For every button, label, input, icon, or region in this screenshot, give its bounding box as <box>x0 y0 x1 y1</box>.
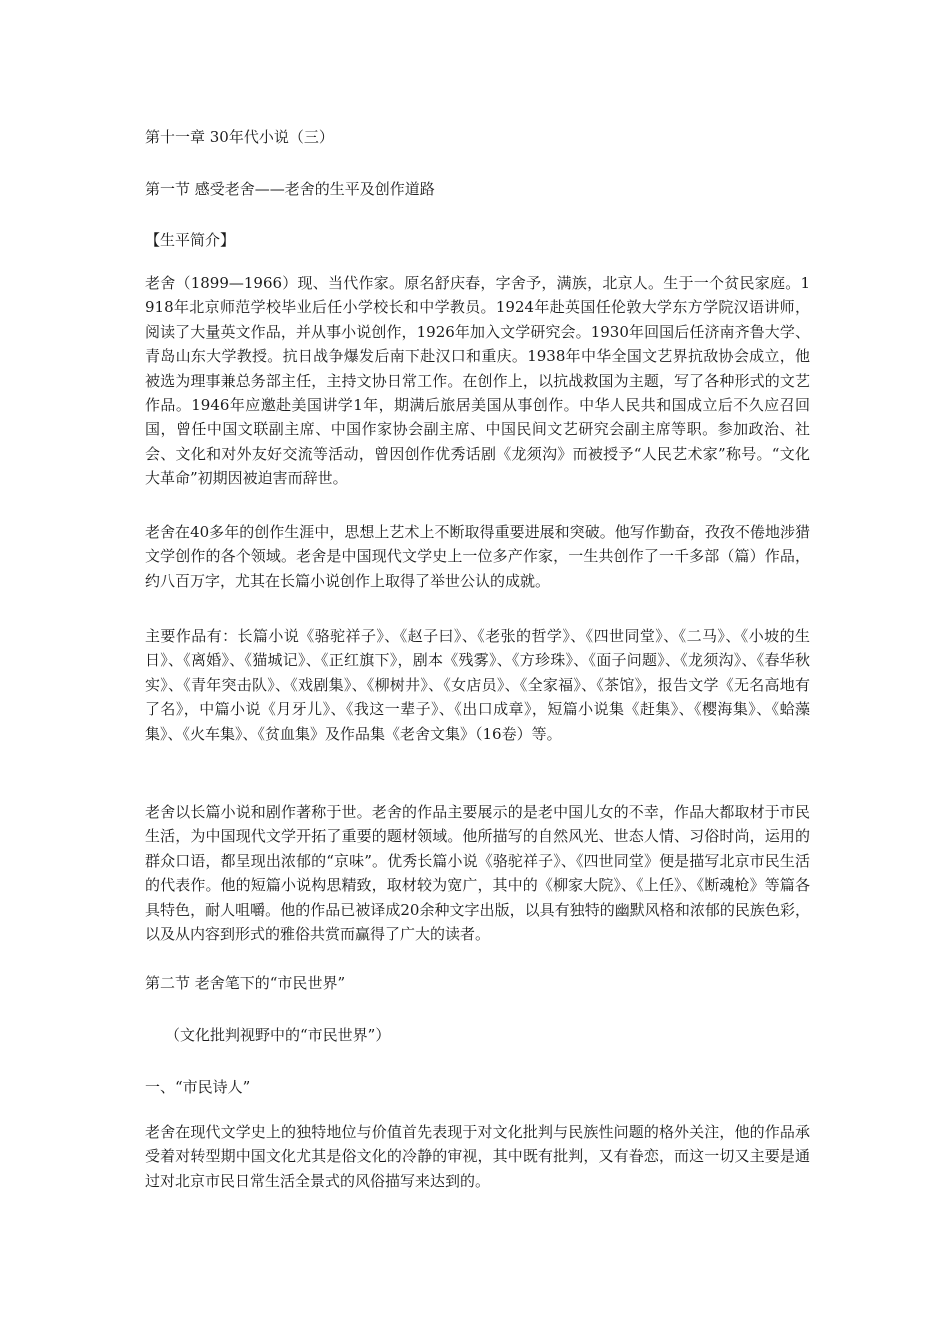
chapter-title: 第十一章 30年代小说（三） <box>145 128 334 146</box>
style-paragraph: 老舍以长篇小说和剧作著称于世。老舍的作品主要展示的是老中国儿女的不幸，作品大都取材于市民生活，为中国现代文学开拓了重要的题材领域。他所描写的自然风光、世态人情、习俗时尚，运用的群众口语，都呈现出浓郁的“京味”。优秀长篇小说《骆驼祥子》、《四世同堂》便是描写北京市民生活的代表作。他的短篇小说构思精致，取材较为宽广，其中的《柳家大院》、《上任》、《断魂枪》等篇各具特色，耐人咀嚼。他的作品已被译成20余种文字出版，以具有独特的幽默风格和浓郁的民族色彩，以及从内容到形式的雅俗共赏而赢得了广大的读者。 <box>145 803 810 944</box>
section-subtitle: （文化批判视野中的“市民世界”） <box>165 1026 391 1044</box>
poet-paragraph: 老舍在现代文学史上的独特地位与价值首先表现于对文化批判与民族性问题的格外关注，他的作品承受着对转型期中国文化尤其是俗文化的冷静的审视，其中既有批判，又有眷恋，而这一切又主要是通过对北京市民日常生活全景式的风俗描写来达到的。 <box>145 1123 810 1190</box>
subsection-title: 一、“市民诗人” <box>145 1078 251 1096</box>
section-title: 第二节 老舍笔下的“市民世界” <box>145 974 346 992</box>
bio-heading: 【生平简介】 <box>145 231 236 249</box>
bio-paragraph: 老舍（1899—1966）现、当代作家。原名舒庆春，字舍予，满族，北京人。生于一个贫民家庭。1918年北京师范学校毕业后任小学校长和中学教员。1924年赴英国任伦敦大学东方学院汉语讲师，阅读了大量英文作品，并从事小说创作，1926年加入文学研究会。1930年回国后任济南齐鲁大学、青岛山东大学教授。抗日战争爆发后南下赴汉口和重庆。1938年中华全国文艺界抗敌协会成立，他被选为理事兼总务部主任，主持文协日常工作。在创作上，以抗战救国为主题，写了各种形式的文艺作品。1946年应邀赴美国讲学1年，期满后旅居美国从事创作。中华人民共和国成立后不久应召回国，曾任中国文联副主席、中国作家协会副主席、中国民间文艺研究会副主席等职。参加政治、社会、文化和对外友好交流等活动，曾因创作优秀话剧《龙须沟》而被授予“人民艺术家”称号。“文化大革命”初期因被迫害而辞世。 <box>145 274 810 488</box>
career-paragraph: 老舍在40多年的创作生涯中，思想上艺术上不断取得重要进展和突破。他写作勤奋，孜孜不倦地涉猎文学创作的各个领域。老舍是中国现代文学史上一位多产作家，一生共创作了一千多部（篇）作品，约八百万字，尤其在长篇小说创作上取得了举世公认的成就。 <box>145 523 810 590</box>
section-title: 第一节 感受老舍——老舍的生平及创作道路 <box>145 180 435 198</box>
works-paragraph: 主要作品有：长篇小说《骆驼祥子》、《赵子曰》、《老张的哲学》、《四世同堂》、《二马》、《小坡的生日》、《离婚》、《猫城记》、《正红旗下》，剧本《残雾》、《方珍珠》、《面子问题》、《龙须沟》、《春华秋实》、《青年突击队》、《戏剧集》、《柳树井》、《女店员》、《全家福》、《茶馆》，报告文学《无名高地有了名》，中篇小说《月牙儿》、《我这一辈子》、《出口成章》，短篇小说集《赶集》、《樱海集》、《蛤藻集》、《火车集》、《贫血集》及作品集《老舍文集》（16卷）等。 <box>145 627 810 743</box>
